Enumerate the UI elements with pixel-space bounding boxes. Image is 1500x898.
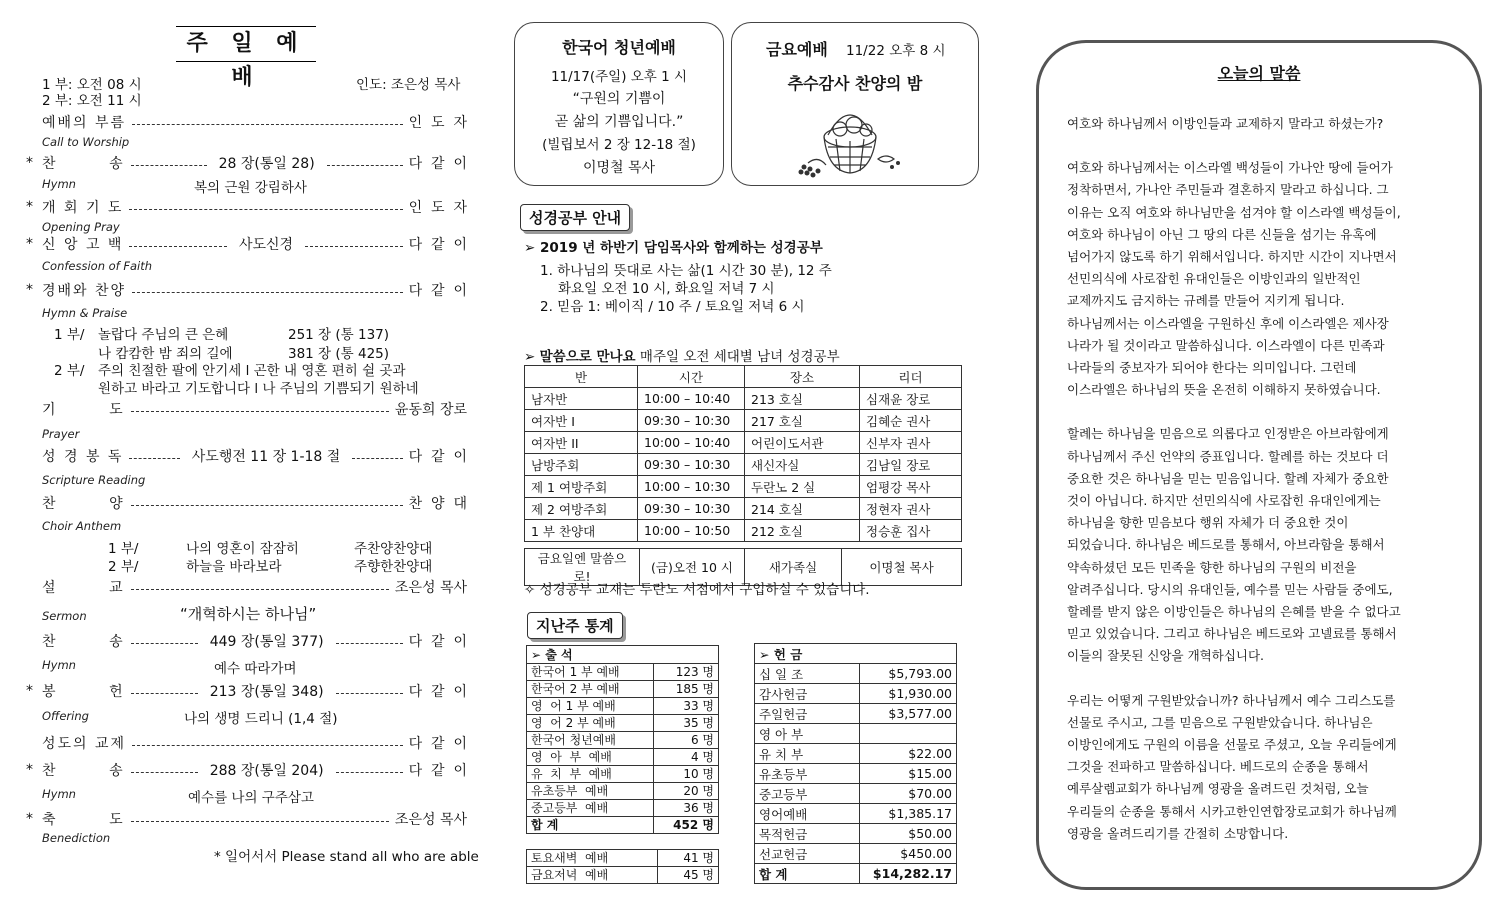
table-row bbox=[755, 784, 957, 804]
choir-2-by: 주향한찬양대 bbox=[354, 559, 433, 575]
choir-1-label: 1 부/ bbox=[108, 541, 139, 557]
table-cell: 김혜순 권사 bbox=[860, 410, 962, 432]
table-row bbox=[755, 664, 957, 684]
worship-item-title: 복의 근원 강림하사 bbox=[194, 180, 307, 196]
total-value: 452 명 bbox=[654, 817, 719, 834]
table-row bbox=[755, 764, 957, 784]
study-tag: 성경공부 안내 bbox=[520, 204, 630, 231]
worship-item-leader: 찬 양 대 bbox=[408, 496, 467, 512]
dotted-leader bbox=[131, 505, 403, 506]
stats-tag: 지난주 통계 bbox=[527, 612, 623, 639]
attendance-label: 중고등부 예배 bbox=[527, 800, 654, 817]
choir-2-label: 2 부/ bbox=[108, 559, 139, 575]
offering-label: 영 아 부 bbox=[755, 724, 860, 744]
table-row bbox=[755, 844, 957, 864]
attendance-label: 금요저녁 예배 bbox=[527, 867, 658, 884]
worship-item-leader: 윤동희 장로 bbox=[394, 402, 467, 418]
worship-item-detail: 28 장(통일 28) bbox=[218, 156, 315, 172]
todays-word-title: 오늘의 말씀 bbox=[1217, 64, 1301, 83]
worship-item-english: Confession of Faith bbox=[42, 259, 153, 273]
worship-item-label: 축 도 bbox=[42, 812, 125, 828]
offering-label: 십 일 조 bbox=[755, 664, 860, 684]
table-row bbox=[525, 520, 962, 542]
table-row bbox=[527, 867, 719, 884]
friday-worship-box bbox=[731, 22, 979, 186]
study-note: ✧ 성경공부 교재는 두란노 서점에서 구입하실 수 있습니다. bbox=[524, 582, 870, 598]
dotted-leader bbox=[131, 411, 389, 412]
offering-amount: $1,930.00 bbox=[860, 684, 957, 704]
table-row bbox=[527, 749, 719, 766]
table-cell: 남자반 bbox=[525, 388, 638, 410]
worship-item-label: 찬 송 bbox=[42, 156, 125, 172]
worship-item-title: “개혁하시는 하나님” bbox=[180, 605, 317, 623]
table-cell: 정현자 권사 bbox=[860, 498, 962, 520]
dotted-leader bbox=[131, 772, 198, 773]
offering-amount: $450.00 bbox=[860, 844, 957, 864]
study-heading-2 bbox=[524, 345, 840, 365]
table-cell: 214 호실 bbox=[745, 498, 860, 520]
todays-word-body bbox=[1067, 113, 1467, 845]
worship-item-english: Hymn & Praise bbox=[42, 306, 128, 320]
worship-order-row bbox=[42, 446, 467, 466]
dotted-leader bbox=[132, 124, 403, 125]
choir-2-song: 하늘을 바라보라 bbox=[186, 559, 282, 575]
worship-item-leader: 다 같 이 bbox=[408, 156, 467, 172]
table-row bbox=[525, 388, 962, 410]
attendance-count: 35 명 bbox=[654, 715, 719, 732]
praise-1b-number: 381 장 (통 425) bbox=[288, 346, 390, 362]
attendance-label: 한국어 2 부 예배 bbox=[527, 681, 654, 698]
offering-amount: $15.00 bbox=[860, 764, 957, 784]
table-row bbox=[755, 724, 957, 744]
worship-item-label: 성도의 교제 bbox=[42, 736, 127, 752]
worship-order-row bbox=[42, 681, 467, 701]
offering-label: 유초등부 bbox=[755, 764, 860, 784]
table-row bbox=[527, 850, 719, 867]
youth-line-1: “구원의 기쁨이 bbox=[572, 91, 666, 107]
offering-label: 중고등부 bbox=[755, 784, 860, 804]
table-cell: 어린이도서관 bbox=[745, 432, 860, 454]
attendance-label: 한국어 청년예배 bbox=[527, 732, 654, 749]
worship-item-label: 찬 양 bbox=[42, 496, 125, 512]
worship-item-label: 개 회 기 도 bbox=[42, 200, 124, 216]
attendance-count: 20 명 bbox=[654, 783, 719, 800]
table-cell: 제 2 여방주회 bbox=[525, 498, 638, 520]
attendance-count: 41 명 bbox=[658, 850, 719, 867]
dotted-leader bbox=[305, 246, 403, 247]
table-row bbox=[755, 684, 957, 704]
worship-item-leader: 인 도 자 bbox=[408, 115, 467, 131]
standing-star-icon: * bbox=[26, 762, 33, 778]
harvest-basket-icon bbox=[788, 101, 918, 179]
dotted-leader bbox=[352, 458, 402, 459]
worship-item-label: 성 경 봉 독 bbox=[42, 449, 124, 465]
table-cell: 10:00 – 10:30 bbox=[638, 476, 745, 498]
table-cell: 217 호실 bbox=[745, 410, 860, 432]
worship-item-leader: 다 같 이 bbox=[408, 449, 467, 465]
attendance-count: 10 명 bbox=[654, 766, 719, 783]
worship-item-detail: 사도행전 11 장 1-18 절 bbox=[191, 449, 341, 465]
word-paragraph: 여호와 하나님께서는 이스라엘 백성들이 가나안 땅에 들어가 정착하면서, 가나안 주민들과 결혼하지 말라고 하십니다. 그 이유는 오직 여호와 하나님만을 섬겨야 할 이스라엘 백성들이, 여호와 하나님이 아닌 그 땅의 다른 신들을 섬기는 유혹에 넘어가지 않도록 하기 위해서입니다. 하지만 시간이 지나면서 선민의식에 사로잡힌 유대인들은 이방인과의 일반적인 교제까지도 금지하는 규례를 만들어 지키게 됩니다. 하나님께서는 이스라엘을 구원하신 후에 이스라엘은 제사장 나라가 될 것이라고 말씀하십니다. 이스라엘이 다른 민족과 나라들의 중보자가 되어야 한다는 의미입니다. 그런데 이스라엘은 하나님의 뜻을 온전히 이해하지 못하였습니다. bbox=[1067, 160, 1401, 398]
dotted-leader bbox=[327, 165, 403, 166]
worship-item-label: 신 앙 고 백 bbox=[42, 237, 124, 253]
worship-time-1: 1 부: 오전 08 시 bbox=[42, 77, 142, 93]
word-paragraph: 여호와 하나님께서 이방인들과 교제하지 말라고 하셨는가? bbox=[1067, 116, 1384, 131]
table-row bbox=[527, 664, 719, 681]
study-schedule-table bbox=[524, 365, 962, 542]
stand-note: * 일어서서 Please stand all who are able bbox=[214, 849, 479, 865]
total-label: 합 계 bbox=[527, 817, 654, 834]
worship-item-label: 예배의 부름 bbox=[42, 115, 127, 131]
friday-title: 금요예배 bbox=[766, 40, 828, 59]
worship-item-leader: 다 같 이 bbox=[408, 736, 467, 752]
dotted-leader bbox=[336, 772, 403, 773]
offering-total-row bbox=[755, 864, 957, 884]
offering-amount: $5,793.00 bbox=[860, 664, 957, 684]
worship-item-english: Call to Worship bbox=[42, 135, 130, 149]
table-row bbox=[527, 766, 719, 783]
attendance-total-row bbox=[527, 817, 719, 834]
youth-date: 11/17(주일) 오후 1 시 bbox=[550, 69, 688, 85]
study-heading-2-bold: 말씀으로 만나요 bbox=[539, 349, 636, 365]
total-value: $14,282.17 bbox=[860, 864, 957, 884]
offering-amount bbox=[860, 724, 957, 744]
attendance-count: 123 명 bbox=[654, 664, 719, 681]
offering-label: 유 치 부 bbox=[755, 744, 860, 764]
worship-order-row bbox=[42, 234, 467, 254]
dotted-leader bbox=[336, 643, 403, 644]
table-row bbox=[527, 715, 719, 732]
worship-item-label: 경배와 찬양 bbox=[42, 283, 127, 299]
choir-1-song: 나의 영혼이 잠잠히 bbox=[186, 541, 299, 557]
attendance-body bbox=[527, 664, 719, 817]
table-cell: 새가족실 bbox=[745, 549, 842, 586]
offering-title-cell bbox=[755, 644, 957, 664]
worship-order-row bbox=[42, 153, 467, 173]
attendance-count: 45 명 bbox=[658, 867, 719, 884]
study-heading-1 bbox=[524, 236, 823, 256]
table-row bbox=[755, 824, 957, 844]
worship-order-row bbox=[42, 809, 467, 829]
arrow-icon: ➢ bbox=[531, 647, 542, 662]
table-row bbox=[527, 800, 719, 817]
offering-body bbox=[755, 664, 957, 864]
worship-item-english: Scripture Reading bbox=[42, 473, 146, 487]
attendance-title: 출 석 bbox=[545, 647, 573, 662]
worship-item-english: Choir Anthem bbox=[42, 519, 122, 533]
worship-item-leader: 다 같 이 bbox=[408, 684, 467, 700]
standing-star-icon: * bbox=[26, 683, 33, 699]
worship-item-leader: 다 같 이 bbox=[408, 634, 467, 650]
sunday-worship-section bbox=[0, 0, 490, 898]
table-row bbox=[755, 704, 957, 724]
study-heading-2-rest: 매주일 오전 세대별 남녀 성경공부 bbox=[635, 349, 840, 365]
worship-item-english: Hymn bbox=[42, 658, 76, 672]
worship-item-leader: 다 같 이 bbox=[408, 237, 467, 253]
table-cell: 금요일엔 말씀으로! bbox=[525, 549, 640, 586]
praise-1a-song: 놀랍다 주님의 큰 은혜 bbox=[98, 327, 229, 343]
dotted-leader bbox=[129, 458, 179, 459]
offering-label: 주일헌금 bbox=[755, 704, 860, 724]
worship-item-english: Sermon bbox=[42, 609, 87, 623]
offering-amount: $50.00 bbox=[860, 824, 957, 844]
praise-1b-song: 나 캄캄한 밤 죄의 길에 bbox=[98, 346, 233, 362]
table-row bbox=[525, 454, 962, 476]
youth-pastor: 이명철 목사 bbox=[582, 160, 656, 176]
offering-label: 감사헌금 bbox=[755, 684, 860, 704]
arrow-icon: ➢ bbox=[524, 240, 536, 256]
worship-title: 주 일 예 배 bbox=[176, 26, 316, 62]
todays-word-box bbox=[1036, 40, 1482, 890]
offering-label: 영어예배 bbox=[755, 804, 860, 824]
table-cell: 새신자실 bbox=[745, 454, 860, 476]
standing-star-icon: * bbox=[26, 236, 33, 252]
worship-item-leader: 조은성 목사 bbox=[394, 580, 467, 596]
table-cell: 이명철 목사 bbox=[842, 549, 962, 586]
table-row bbox=[527, 681, 719, 698]
table-row bbox=[527, 783, 719, 800]
standing-star-icon: * bbox=[26, 811, 33, 827]
worship-item-detail: 449 장(통일 377) bbox=[209, 634, 324, 650]
table-cell: 10:00 – 10:40 bbox=[638, 432, 745, 454]
standing-star-icon: * bbox=[26, 282, 33, 298]
table-cell: 정승훈 집사 bbox=[860, 520, 962, 542]
other-attendance-body bbox=[527, 850, 719, 884]
dotted-leader bbox=[336, 693, 403, 694]
attendance-label: 한국어 1 부 예배 bbox=[527, 664, 654, 681]
worship-item-label: 설 교 bbox=[42, 580, 125, 596]
attendance-label: 토요새벽 예배 bbox=[527, 850, 658, 867]
worship-item-label: 기 도 bbox=[42, 402, 125, 418]
table-cell: 09:30 – 10:30 bbox=[638, 410, 745, 432]
table-cell: 09:30 – 10:30 bbox=[638, 498, 745, 520]
table-row bbox=[527, 732, 719, 749]
dotted-leader bbox=[131, 165, 207, 166]
worship-leader: 인도: 조은성 목사 bbox=[356, 77, 461, 93]
youth-title: 한국어 청년예배 bbox=[562, 38, 676, 57]
youth-worship-box bbox=[514, 22, 724, 186]
table-row bbox=[525, 476, 962, 498]
youth-line-2: 곧 삶의 기쁨입니다.” bbox=[554, 114, 684, 130]
worship-item-label: 봉 헌 bbox=[42, 684, 125, 700]
youth-reference: (빌립보서 2 장 12-18 절) bbox=[542, 137, 696, 153]
word-paragraph: 할례는 하나님을 믿음으로 의롭다고 인정받은 아브라함에게 하나님께서 주신 언약의 증표입니다. 할례를 하는 것보다 더 중요한 것은 하나님을 믿는 믿음입니다. 할례 자체가 중요한 것이 아닙니다. 하지만 선민의식에 사로잡힌 유대인에게는 하나님을 향한 믿음보다 행위 자체가 더 중요한 것이 되었습니다. 하나님은 베드로를 통해서, 아브라함을 통해서 약속하셨던 모든 민족을 향한 하나님의 구원의 비전을 알려주십니다. 당시의 유대인들, 예수를 믿는 사람들 중에도, 할례를 받지 않은 이방인들은 하나님의 은혜를 받을 수 없다고 믿고 있었습니다. 그리고 하나님은 베드로와 고넬료를 통해서 이들의 잘못된 신앙을 개혁하십니다. bbox=[1067, 426, 1401, 664]
total-label: 합 계 bbox=[755, 864, 860, 884]
table-cell: 남방주회 bbox=[525, 454, 638, 476]
friday-date: 11/22 오후 8 시 bbox=[846, 43, 946, 59]
table-header-row bbox=[525, 366, 962, 388]
praise-2-label: 2 부/ bbox=[54, 363, 85, 379]
worship-item-label: 찬 송 bbox=[42, 763, 125, 779]
table-cell: 1 부 찬양대 bbox=[525, 520, 638, 542]
table-cell: 213 호실 bbox=[745, 388, 860, 410]
worship-item-leader: 인 도 자 bbox=[408, 200, 467, 216]
table-cell: 김남일 장로 bbox=[860, 454, 962, 476]
table-cell: 엄평강 목사 bbox=[860, 476, 962, 498]
dotted-leader bbox=[129, 209, 402, 210]
table-cell: 제 1 여방주회 bbox=[525, 476, 638, 498]
worship-item-english: Benediction bbox=[42, 831, 111, 845]
worship-order-row bbox=[42, 399, 467, 419]
praise-1-label: 1 부/ bbox=[54, 327, 85, 343]
table-cell: 신부자 권사 bbox=[860, 432, 962, 454]
study-item-1b: 화요일 오전 10 시, 화요일 저녁 7 시 bbox=[558, 281, 775, 297]
offering-label: 선교헌금 bbox=[755, 844, 860, 864]
dotted-leader bbox=[131, 821, 389, 822]
attendance-count: 4 명 bbox=[654, 749, 719, 766]
column-header: 리더 bbox=[860, 366, 962, 388]
column-header: 반 bbox=[525, 366, 638, 388]
table-cell: 여자반 I bbox=[525, 410, 638, 432]
word-paragraph: 우리는 어떻게 구원받았습니까? 하나님께서 예수 그리스도를 선물로 주시고, 그를 믿음으로 구원받았습니다. 하나님은 이방인에게도 구원의 이름을 선물로 주셨고, 오늘 우리들에게 그것을 전파하고 말씀하십니다. 베드로의 순종을 통해서 예루살렘교회가 하나님께 영광을 올려드린 것처럼, 오늘 우리들의 순종을 통해서 시카고한인연합장로교회가 하나님께 영광을 올려드리기를 간절히 소망합니다. bbox=[1067, 692, 1397, 841]
attendance-label: 유 치 부 예배 bbox=[527, 766, 654, 783]
attendance-count: 185 명 bbox=[654, 681, 719, 698]
attendance-count: 33 명 bbox=[654, 698, 719, 715]
worship-item-detail: 288 장(통일 204) bbox=[209, 763, 324, 779]
attendance-label: 유초등부 예배 bbox=[527, 783, 654, 800]
table-cell: (금)오전 10 시 bbox=[640, 549, 745, 586]
column-header: 장소 bbox=[745, 366, 860, 388]
worship-order-row bbox=[42, 631, 467, 651]
table-cell: 심재윤 장로 bbox=[860, 388, 962, 410]
worship-item-title: 예수를 나의 구주삼고 bbox=[188, 790, 314, 806]
standing-star-icon: * bbox=[26, 155, 33, 171]
table-cell: 09:30 – 10:30 bbox=[638, 454, 745, 476]
offering-table bbox=[754, 643, 957, 884]
table-cell: 10:00 – 10:50 bbox=[638, 520, 745, 542]
praise-1a-number: 251 장 (통 137) bbox=[288, 327, 390, 343]
worship-item-english: Hymn bbox=[42, 787, 76, 801]
study-item-2: 2. 믿음 1: 베이직 / 10 주 / 토요일 저녁 6 시 bbox=[540, 299, 805, 315]
study-item-1a: 1. 하나님의 뜻대로 사는 삶(1 시간 30 분), 12 주 bbox=[540, 263, 832, 279]
worship-item-english: Prayer bbox=[42, 427, 80, 441]
table-row bbox=[525, 410, 962, 432]
dotted-leader bbox=[129, 246, 227, 247]
other-attendance-table bbox=[526, 849, 719, 884]
table-cell: 여자반 II bbox=[525, 432, 638, 454]
offering-title: 헌 금 bbox=[773, 646, 803, 662]
worship-order-row bbox=[42, 760, 467, 780]
dotted-leader bbox=[132, 292, 403, 293]
attendance-count: 6 명 bbox=[654, 732, 719, 749]
table-cell: 두란노 2 실 bbox=[745, 476, 860, 498]
dotted-leader bbox=[131, 643, 198, 644]
praise-2b-song: 원하고 바라고 기도합니다 l 나 주님의 기쁨되기 원하네 bbox=[98, 381, 419, 397]
worship-time-2: 2 부: 오전 11 시 bbox=[42, 93, 142, 109]
praise-2a-song: 주의 친절한 팔에 안기세 l 곤한 내 영혼 편히 쉴 곳과 bbox=[98, 363, 406, 379]
worship-order-row bbox=[42, 197, 467, 217]
offering-amount: $22.00 bbox=[860, 744, 957, 764]
dotted-leader bbox=[132, 745, 403, 746]
attendance-title-cell bbox=[527, 646, 719, 664]
dotted-leader bbox=[131, 693, 198, 694]
offering-amount: $1,385.17 bbox=[860, 804, 957, 824]
worship-item-english: Hymn bbox=[42, 177, 76, 191]
worship-item-leader: 다 같 이 bbox=[408, 283, 467, 299]
table-row bbox=[525, 498, 962, 520]
choir-1-by: 주찬양찬양대 bbox=[354, 541, 433, 557]
worship-item-leader: 다 같 이 bbox=[408, 763, 467, 779]
table-row bbox=[755, 804, 957, 824]
worship-order-row bbox=[42, 112, 467, 132]
arrow-icon: ➢ bbox=[524, 349, 536, 365]
column-header: 시간 bbox=[638, 366, 745, 388]
study-heading-1-text: 2019 년 하반기 담임목사와 함께하는 성경공부 bbox=[540, 240, 823, 256]
table-row bbox=[755, 744, 957, 764]
attendance-label: 영 아 부 예배 bbox=[527, 749, 654, 766]
study-schedule-body bbox=[525, 388, 962, 542]
offering-amount: $3,577.00 bbox=[860, 704, 957, 724]
worship-item-detail: 213 장(통일 348) bbox=[209, 684, 324, 700]
dotted-leader bbox=[131, 589, 389, 590]
attendance-count: 36 명 bbox=[654, 800, 719, 817]
worship-order-row bbox=[42, 280, 467, 300]
table-row bbox=[525, 432, 962, 454]
table-row bbox=[527, 698, 719, 715]
offering-amount: $70.00 bbox=[860, 784, 957, 804]
worship-item-leader: 조은성 목사 bbox=[394, 812, 467, 828]
offering-label: 목적헌금 bbox=[755, 824, 860, 844]
friday-subtitle: 추수감사 찬양의 밤 bbox=[787, 74, 923, 93]
table-cell: 212 호실 bbox=[745, 520, 860, 542]
table-cell: 10:00 – 10:40 bbox=[638, 388, 745, 410]
arrow-icon: ➢ bbox=[759, 646, 770, 662]
attendance-label: 영 어 1 부 예배 bbox=[527, 698, 654, 715]
worship-order-row bbox=[42, 577, 467, 597]
worship-item-title: 나의 생명 드리니 (1,4 절) bbox=[184, 711, 338, 727]
worship-item-english: Offering bbox=[42, 709, 89, 723]
worship-order-row bbox=[42, 493, 467, 513]
standing-star-icon: * bbox=[26, 199, 33, 215]
worship-item-english: Opening Pray bbox=[42, 220, 120, 234]
worship-order-row bbox=[42, 733, 467, 753]
worship-item-label: 찬 송 bbox=[42, 634, 125, 650]
attendance-label: 영 어 2 부 예배 bbox=[527, 715, 654, 732]
worship-item-detail: 사도신경 bbox=[238, 237, 294, 253]
attendance-table bbox=[526, 645, 719, 834]
worship-item-title: 예수 따라가며 bbox=[214, 661, 297, 677]
